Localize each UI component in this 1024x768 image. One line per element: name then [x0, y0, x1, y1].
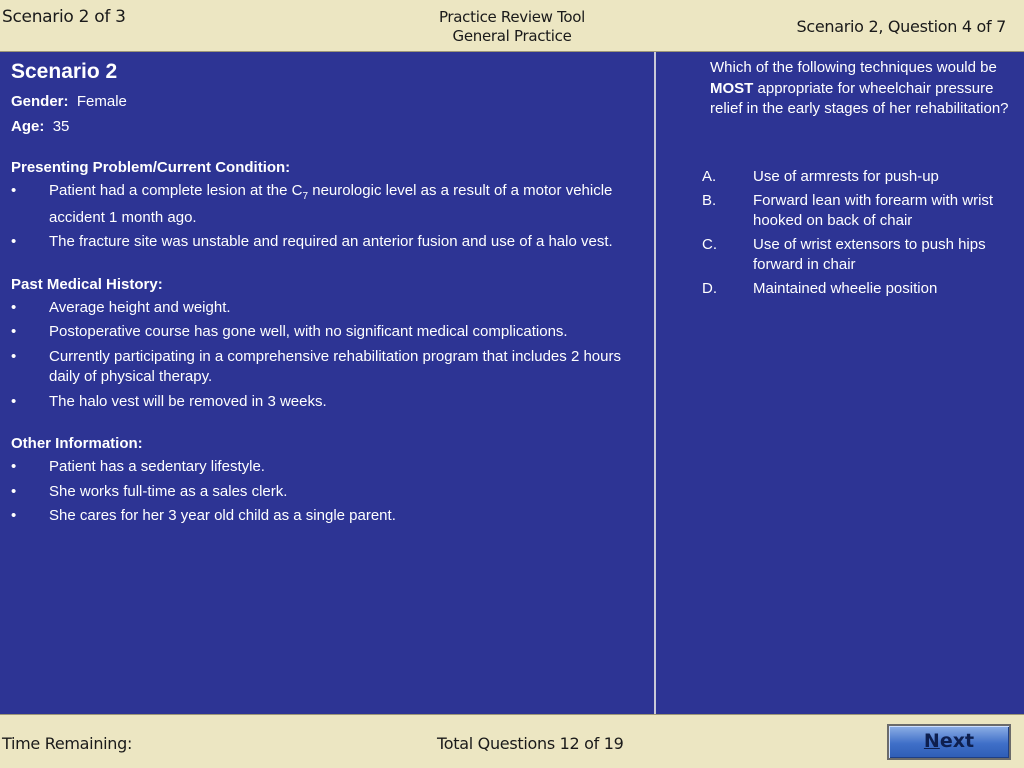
scenario-title: Scenario 2 — [11, 60, 118, 83]
answer-text: Forward lean with forearm with wrist hooked on back of chair — [753, 192, 994, 229]
other-info-title: Other Information: — [11, 435, 143, 452]
answer-option-d[interactable] — [702, 279, 1012, 299]
list-item-text: neurologic level as a result of a motor vehicle accident 1 month ago. — [49, 182, 613, 226]
header-bar — [0, 0, 1024, 52]
bullet-icon: • — [11, 392, 17, 410]
bullet-icon: • — [11, 507, 17, 524]
next-button-mnemonic: N — [923, 730, 940, 752]
answer-letter: B. — [702, 192, 717, 209]
scenario-panel — [0, 52, 656, 714]
gender-label: Gender: — [11, 93, 69, 110]
question-emphasis: MOST — [710, 79, 754, 97]
list-item — [11, 347, 643, 388]
age-line — [11, 117, 643, 136]
list-item-text: She cares for her 3 year old child as a single parent. — [49, 507, 396, 524]
list-item-text: Patient has a sedentary lifestyle. — [49, 458, 265, 475]
bullet-icon: • — [11, 182, 17, 199]
footer-bar — [0, 714, 1024, 768]
list-item — [11, 181, 643, 228]
tool-subtitle: General Practice — [452, 27, 572, 45]
bullet-icon: • — [11, 458, 17, 475]
next-button-label: ext — [939, 730, 975, 752]
answer-option-b[interactable] — [702, 191, 1012, 231]
list-item-text: Currently participating in a comprehensive rehabilitation program that includes 2 hours daily of physical therapy. — [49, 347, 621, 385]
list-item — [11, 482, 643, 503]
subscript-text: 7 — [302, 191, 309, 202]
age-value: 35 — [52, 118, 70, 135]
list-item-text: She works full-time as a sales clerk. — [49, 482, 288, 500]
answer-option-a[interactable] — [702, 167, 1012, 187]
list-item-text: Average height and weight. — [49, 298, 231, 316]
next-button[interactable] — [887, 724, 1011, 760]
answer-option-c[interactable] — [702, 235, 1012, 275]
list-item — [11, 506, 643, 527]
gender-line — [11, 92, 643, 111]
history-list — [11, 298, 643, 413]
bullet-icon: • — [11, 482, 17, 500]
list-item — [11, 322, 643, 343]
presenting-title: Presenting Problem/Current Condition: — [11, 159, 291, 176]
answer-text: Use of wrist extensors to push hips forward in chair — [753, 236, 986, 273]
list-item — [11, 392, 643, 413]
answer-text: Maintained wheelie position — [753, 280, 938, 297]
tool-title: Practice Review Tool — [438, 8, 586, 26]
time-remaining-label: Time Remaining: — [2, 734, 133, 753]
list-item-text: Patient had a complete lesion at the C — [49, 182, 303, 199]
bullet-icon: • — [11, 233, 17, 250]
age-label: Age: — [11, 118, 45, 135]
question-counter: Scenario 2, Question 4 of 7 — [796, 17, 1006, 36]
question-text — [710, 58, 1018, 120]
answer-letter: C. — [702, 236, 717, 253]
presenting-list — [11, 181, 643, 253]
list-item-text: Postoperative course has gone well, with no significant medical complications. — [49, 323, 568, 340]
question-panel — [658, 52, 1024, 714]
scenario-counter: Scenario 2 of 3 — [2, 7, 126, 27]
list-item-text: The fracture site was unstable and required an anterior fusion and use of a halo vest. — [49, 233, 613, 250]
other-info-list — [11, 457, 643, 527]
list-item — [11, 457, 643, 478]
answer-letter: A. — [702, 168, 717, 185]
list-item-text: The halo vest will be removed in 3 weeks. — [49, 392, 327, 410]
question-text-part: Which of the following techniques would be — [710, 59, 997, 76]
bullet-icon: • — [11, 298, 17, 316]
total-questions-counter: Total Questions 12 of 19 — [437, 734, 624, 753]
answer-text: Use of armrests for push-up — [753, 168, 939, 185]
gender-value: Female — [76, 93, 127, 110]
question-text-part: appropriate for wheelchair pressure relief in the early stages of her rehabilitation? — [710, 79, 1009, 117]
list-item — [11, 232, 643, 253]
answer-letter: D. — [702, 280, 717, 297]
bullet-icon: • — [11, 347, 17, 365]
answer-list — [702, 167, 1012, 303]
main-content — [0, 52, 1024, 714]
list-item — [11, 298, 643, 319]
history-title: Past Medical History: — [11, 275, 163, 293]
bullet-icon: • — [11, 323, 17, 340]
